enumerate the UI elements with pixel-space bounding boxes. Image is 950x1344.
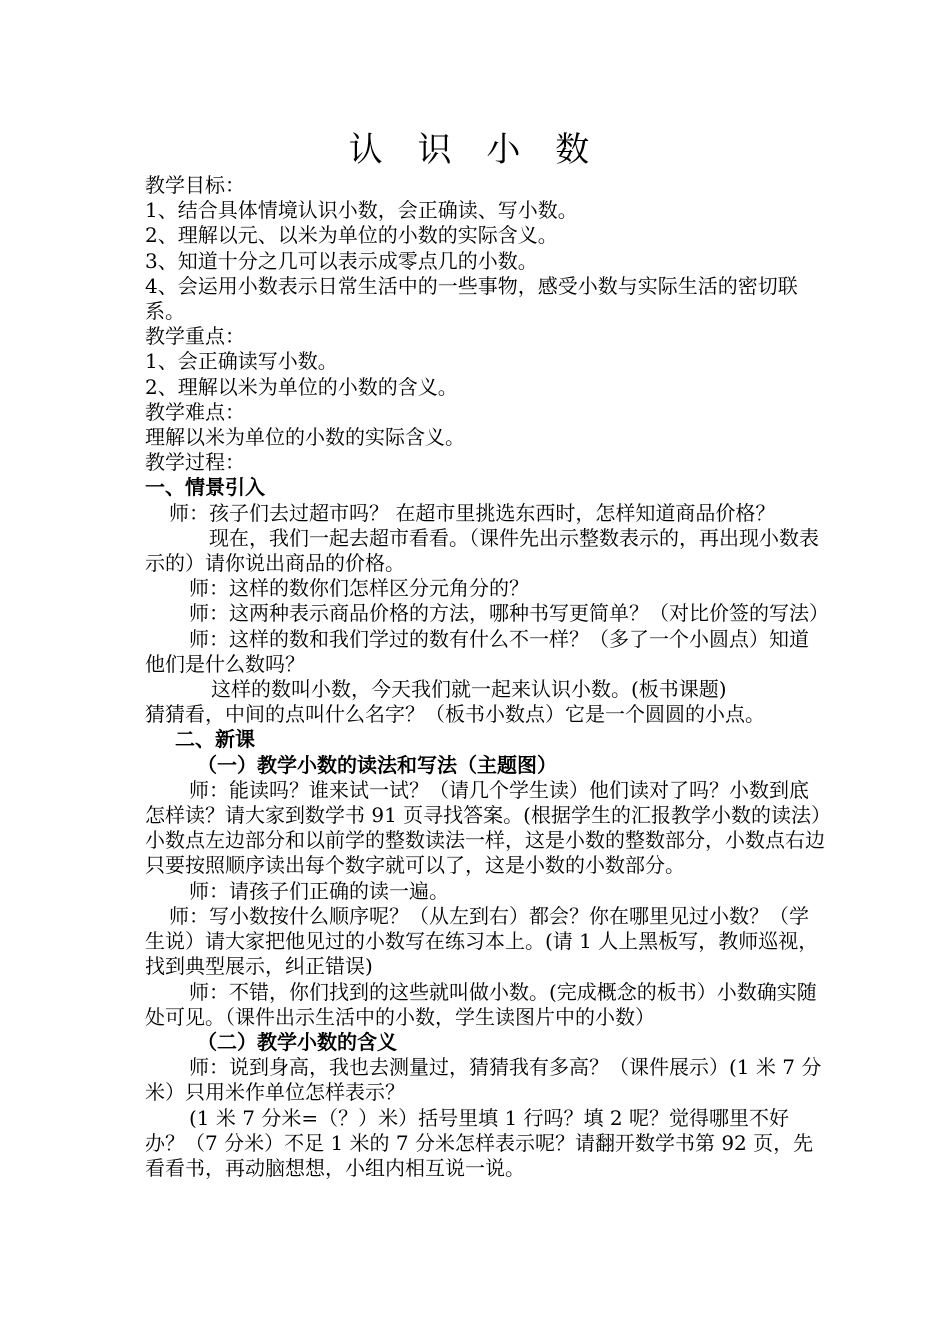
paragraph: 师：孩子们去过超市吗？ 在超市里挑选东西时，怎样知道商品价格？ [169, 500, 776, 525]
paragraph: 师：说到身高，我也去测量过，猜猜我有多高？（课件展示）(1 米 7 分米）只用米作单位怎样表示？ [145, 1055, 822, 1105]
paragraph: 1、结合具体情境认识小数，会正确读、写小数。 [145, 198, 578, 223]
paragraph: 教学重点： [145, 324, 245, 349]
paragraph: 师：不错，你们找到的这些就叫做小数。(完成概念的板书）小数确实随处可见。（课件出示生活中的小数，学生读图片中的小数） [145, 979, 817, 1029]
paragraph: 理解以米为单位的小数的实际含义。 [145, 425, 465, 450]
paragraph: 教学目标： [145, 173, 245, 197]
section-heading: 一、情景引入 [145, 475, 265, 500]
paragraph: 教学难点： [145, 399, 245, 424]
paragraph: 师：能读吗？谁来试一试？（请几个学生读）他们读对了吗？小数到底怎样读？请大家到数学书 91 页寻找答案。(根据学生的汇报教学小数的读法）小数点左边部分和以前学的整数读法一样，这是小数的整数部分，小数点右边只要按照顺序读出每个数字就可以了，这是小数的小数部分。 [145, 777, 825, 878]
paragraph: 这样的数叫小数，今天我们就一起来认识小数。(板书课题) [211, 677, 727, 702]
paragraph: 猜猜看，中间的点叫什么名字？（板书小数点）它是一个圆圆的小点。 [145, 702, 765, 727]
paragraph: 师：请孩子们正确的读一遍。 [189, 878, 449, 903]
document-title: 认 识 小 数 [348, 130, 602, 170]
paragraph: 现在，我们一起去超市看看。（课件先出示整数表示的，再出现小数表示的）请你说出商品的价格。 [145, 525, 819, 576]
paragraph: 师：这样的数你们怎样区分元角分的？ [189, 576, 529, 601]
paragraph: 2、理解以米为单位的小数的含义。 [145, 374, 458, 399]
document-body [145, 173, 829, 1181]
paragraph: 教学过程： [145, 450, 245, 475]
paragraph: 师：这两种表示商品价格的方法，哪种书写更简单？（对比价签的写法） [189, 601, 829, 626]
subsection-heading: （一）教学小数的读法和写法（主题图） [197, 752, 557, 777]
subsection-heading: （二）教学小数的含义 [197, 1029, 397, 1054]
paragraph: (1 米 7 分米=（？）米）括号里填 1 行吗？填 2 呢？觉得哪里不好办？（7 分米）不足 1 米的 7 分米怎样表示呢？请翻开数学书第 92 页，先看看书，再动脑想想，小组内相互说一说。 [145, 1105, 814, 1180]
paragraph: 师：写小数按什么顺序呢？（从左到右）都会？你在哪里见过小数？（学生说）请大家把他见过的小数写在练习本上。(请 1 人上黑板写，教师巡视，找到典型展示，纠正错误) [145, 903, 819, 979]
paragraph: 4、会运用小数表示日常生活中的一些事物，感受小数与实际生活的密切联系。 [145, 273, 798, 324]
paragraph: 2、理解以元、以米为单位的小数的实际含义。 [145, 223, 558, 248]
section-heading: 二、新课 [175, 727, 255, 752]
paragraph: 师：这样的数和我们学过的数有什么不一样？（多了一个小圆点）知道他们是什么数吗？ [145, 626, 809, 676]
paragraph: 1、会正确读写小数。 [145, 349, 338, 374]
paragraph: 3、知道十分之几可以表示成零点几的小数。 [145, 248, 538, 273]
